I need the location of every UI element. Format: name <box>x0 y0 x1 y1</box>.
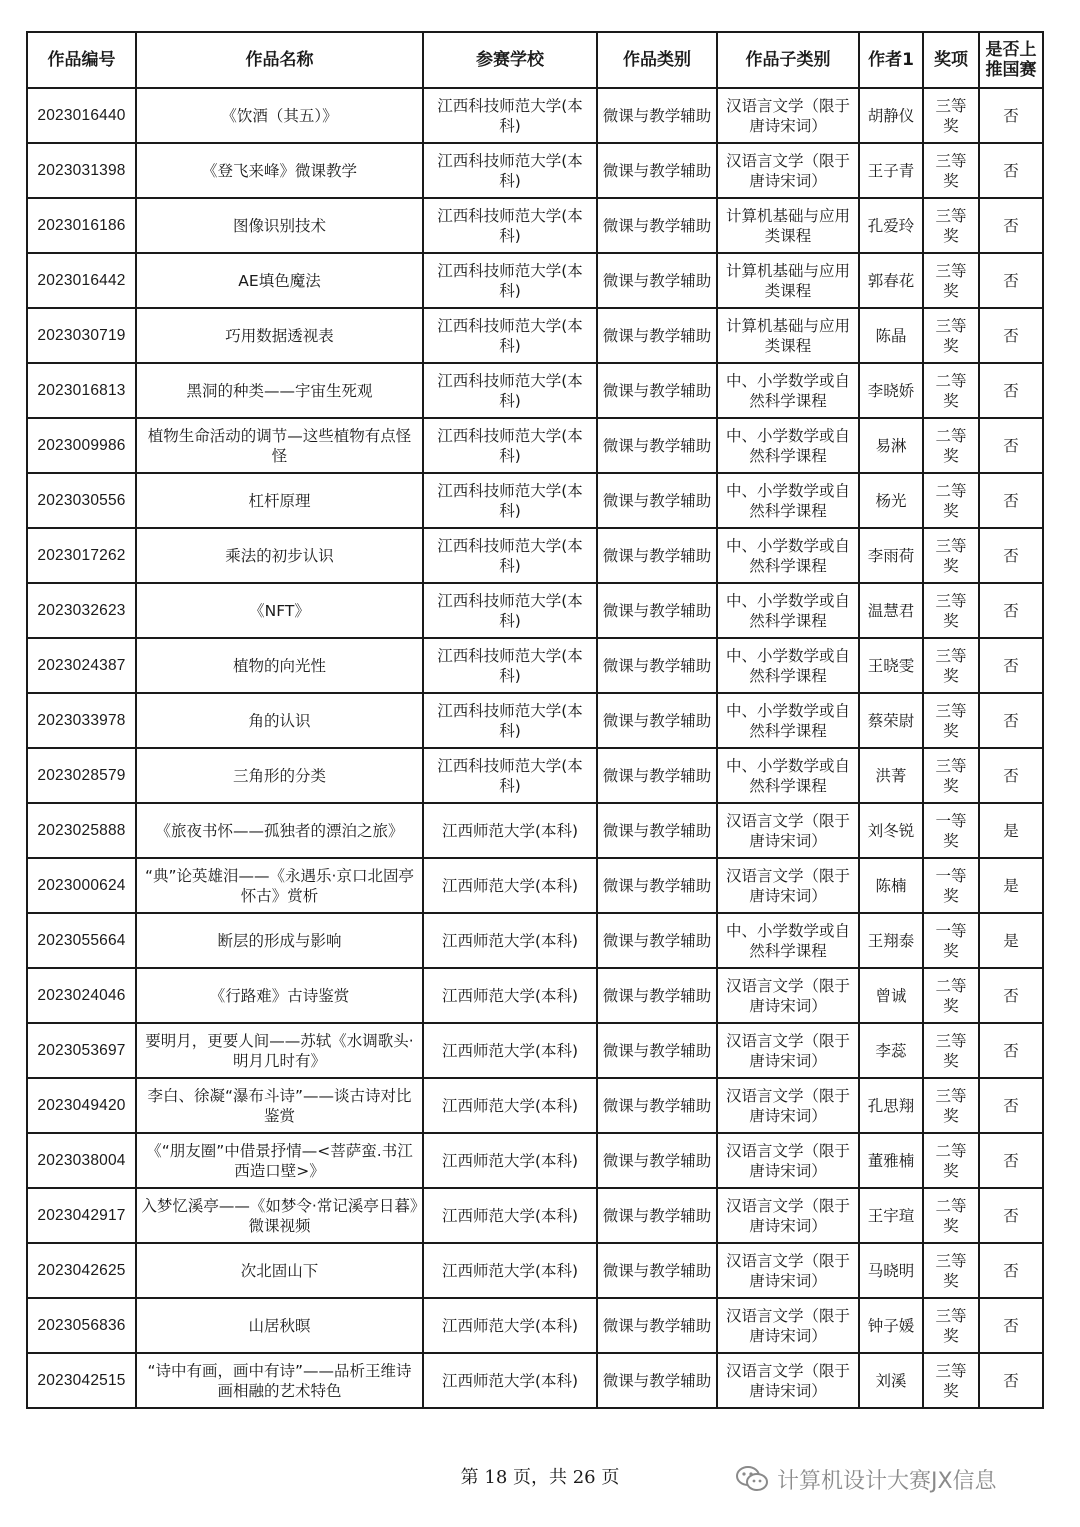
cell-national-promotion: 否 <box>979 1078 1043 1133</box>
cell-work-name: 李白、徐凝“瀑布斗诗”——谈古诗对比鉴赏 <box>136 1078 423 1133</box>
cell-work-name: 黑洞的种类——宇宙生死观 <box>136 363 423 418</box>
cell-author: 王翔泰 <box>859 913 923 968</box>
cell-subcategory: 汉语言文学（限于唐诗宋词） <box>717 1023 859 1078</box>
cell-work-name: 《NFT》 <box>136 583 423 638</box>
header-award: 奖项 <box>923 32 979 88</box>
cell-work-id: 2023000624 <box>27 858 136 913</box>
table-row <box>27 748 1043 803</box>
header-author: 作者1 <box>859 32 923 88</box>
cell-school: 江西师范大学(本科) <box>423 968 597 1023</box>
cell-subcategory: 汉语言文学（限于唐诗宋词） <box>717 1133 859 1188</box>
cell-category: 微课与教学辅助 <box>597 253 717 308</box>
cell-category: 微课与教学辅助 <box>597 1023 717 1078</box>
cell-award: 二等奖 <box>923 968 979 1023</box>
cell-award: 三等奖 <box>923 253 979 308</box>
cell-work-name: 山居秋暝 <box>136 1298 423 1353</box>
cell-work-name: 入梦忆溪亭——《如梦令·常记溪亭日暮》微课视频 <box>136 1188 423 1243</box>
cell-national-promotion: 否 <box>979 253 1043 308</box>
table-row <box>27 88 1043 143</box>
cell-category: 微课与教学辅助 <box>597 913 717 968</box>
table-row <box>27 1078 1043 1133</box>
table-row <box>27 693 1043 748</box>
cell-subcategory: 计算机基础与应用类课程 <box>717 308 859 363</box>
cell-subcategory: 中、小学数学或自然科学课程 <box>717 473 859 528</box>
cell-category: 微课与教学辅助 <box>597 693 717 748</box>
cell-school: 江西科技师范大学(本科) <box>423 253 597 308</box>
cell-school: 江西师范大学(本科) <box>423 1023 597 1078</box>
cell-award: 三等奖 <box>923 1023 979 1078</box>
cell-author: 陈楠 <box>859 858 923 913</box>
cell-work-id: 2023016442 <box>27 253 136 308</box>
cell-subcategory: 中、小学数学或自然科学课程 <box>717 363 859 418</box>
cell-author: 易淋 <box>859 418 923 473</box>
wechat-icon <box>735 1464 769 1494</box>
cell-national-promotion: 否 <box>979 528 1043 583</box>
cell-national-promotion: 否 <box>979 308 1043 363</box>
cell-school: 江西师范大学(本科) <box>423 858 597 913</box>
header-work-name: 作品名称 <box>136 32 423 88</box>
cell-work-name: 《登飞来峰》微课教学 <box>136 143 423 198</box>
table-body <box>27 88 1043 1408</box>
table-row <box>27 638 1043 693</box>
cell-work-id: 2023042515 <box>27 1353 136 1408</box>
cell-school: 江西科技师范大学(本科) <box>423 363 597 418</box>
cell-author: 温慧君 <box>859 583 923 638</box>
cell-work-name: 《行路难》古诗鉴赏 <box>136 968 423 1023</box>
cell-national-promotion: 否 <box>979 1023 1043 1078</box>
cell-school: 江西师范大学(本科) <box>423 1298 597 1353</box>
cell-author: 钟子媛 <box>859 1298 923 1353</box>
cell-school: 江西师范大学(本科) <box>423 1078 597 1133</box>
cell-subcategory: 中、小学数学或自然科学课程 <box>717 583 859 638</box>
header-work-id: 作品编号 <box>27 32 136 88</box>
cell-national-promotion: 是 <box>979 803 1043 858</box>
cell-category: 微课与教学辅助 <box>597 198 717 253</box>
cell-author: 王宇瑄 <box>859 1188 923 1243</box>
cell-work-id: 2023016440 <box>27 88 136 143</box>
cell-work-id: 2023028579 <box>27 748 136 803</box>
cell-author: 陈晶 <box>859 308 923 363</box>
cell-category: 微课与教学辅助 <box>597 528 717 583</box>
cell-author: 洪菁 <box>859 748 923 803</box>
table-row <box>27 1353 1043 1408</box>
header-subcategory: 作品子类别 <box>717 32 859 88</box>
table-row <box>27 1243 1043 1298</box>
header-school: 参赛学校 <box>423 32 597 88</box>
cell-school: 江西科技师范大学(本科) <box>423 143 597 198</box>
cell-national-promotion: 否 <box>979 693 1043 748</box>
cell-national-promotion: 否 <box>979 143 1043 198</box>
cell-school: 江西师范大学(本科) <box>423 1188 597 1243</box>
page-number: 第 18 页，共 26 页 <box>460 1467 620 1488</box>
cell-work-id: 2023016186 <box>27 198 136 253</box>
cell-work-id: 2023031398 <box>27 143 136 198</box>
cell-subcategory: 汉语言文学（限于唐诗宋词） <box>717 858 859 913</box>
cell-author: 胡静仪 <box>859 88 923 143</box>
cell-work-name: 要明月，更要人间——苏轼《水调歌头·明月几时有》 <box>136 1023 423 1078</box>
cell-work-id: 2023049420 <box>27 1078 136 1133</box>
cell-subcategory: 汉语言文学（限于唐诗宋词） <box>717 1078 859 1133</box>
cell-author: 王子青 <box>859 143 923 198</box>
cell-author: 李雨荷 <box>859 528 923 583</box>
cell-category: 微课与教学辅助 <box>597 748 717 803</box>
table-row <box>27 1133 1043 1188</box>
cell-award: 三等奖 <box>923 1243 979 1298</box>
cell-subcategory: 计算机基础与应用类课程 <box>717 253 859 308</box>
cell-category: 微课与教学辅助 <box>597 968 717 1023</box>
cell-author: 董雅楠 <box>859 1133 923 1188</box>
cell-award: 三等奖 <box>923 638 979 693</box>
cell-category: 微课与教学辅助 <box>597 1078 717 1133</box>
cell-school: 江西师范大学(本科) <box>423 1353 597 1408</box>
cell-work-name: “诗中有画，画中有诗”——品析王维诗画相融的艺术特色 <box>136 1353 423 1408</box>
cell-work-id: 2023055664 <box>27 913 136 968</box>
cell-school: 江西科技师范大学(本科) <box>423 308 597 363</box>
cell-national-promotion: 否 <box>979 583 1043 638</box>
cell-category: 微课与教学辅助 <box>597 858 717 913</box>
cell-author: 曾诚 <box>859 968 923 1023</box>
cell-national-promotion: 否 <box>979 638 1043 693</box>
cell-work-id: 2023030556 <box>27 473 136 528</box>
cell-school: 江西师范大学(本科) <box>423 803 597 858</box>
cell-category: 微课与教学辅助 <box>597 143 717 198</box>
cell-subcategory: 计算机基础与应用类课程 <box>717 198 859 253</box>
table-row <box>27 363 1043 418</box>
header-category: 作品类别 <box>597 32 717 88</box>
cell-national-promotion: 否 <box>979 88 1043 143</box>
cell-school: 江西师范大学(本科) <box>423 1133 597 1188</box>
cell-work-id: 2023025888 <box>27 803 136 858</box>
cell-school: 江西科技师范大学(本科) <box>423 473 597 528</box>
cell-national-promotion: 否 <box>979 748 1043 803</box>
cell-award: 二等奖 <box>923 363 979 418</box>
table-row <box>27 418 1043 473</box>
cell-work-id: 2023024046 <box>27 968 136 1023</box>
table-row <box>27 1188 1043 1243</box>
cell-national-promotion: 否 <box>979 1133 1043 1188</box>
cell-category: 微课与教学辅助 <box>597 638 717 693</box>
cell-subcategory: 中、小学数学或自然科学课程 <box>717 528 859 583</box>
cell-school: 江西科技师范大学(本科) <box>423 693 597 748</box>
cell-award: 三等奖 <box>923 1298 979 1353</box>
cell-award: 三等奖 <box>923 88 979 143</box>
cell-award: 一等奖 <box>923 803 979 858</box>
cell-award: 一等奖 <box>923 913 979 968</box>
cell-school: 江西科技师范大学(本科) <box>423 748 597 803</box>
cell-award: 三等奖 <box>923 583 979 638</box>
table-row <box>27 198 1043 253</box>
cell-school: 江西科技师范大学(本科) <box>423 418 597 473</box>
cell-author: 刘冬锐 <box>859 803 923 858</box>
table-row <box>27 1023 1043 1078</box>
cell-national-promotion: 否 <box>979 1298 1043 1353</box>
cell-award: 二等奖 <box>923 1133 979 1188</box>
cell-school: 江西科技师范大学(本科) <box>423 583 597 638</box>
cell-award: 三等奖 <box>923 528 979 583</box>
cell-school: 江西科技师范大学(本科) <box>423 88 597 143</box>
cell-work-id: 2023033978 <box>27 693 136 748</box>
cell-work-name: 图像识别技术 <box>136 198 423 253</box>
table-row <box>27 473 1043 528</box>
cell-work-name: 乘法的初步认识 <box>136 528 423 583</box>
cell-award: 三等奖 <box>923 198 979 253</box>
cell-national-promotion: 否 <box>979 363 1043 418</box>
table-header-row <box>27 32 1043 88</box>
cell-work-name: 《“朋友圈”中借景抒情—<菩萨蛮.书江西造口壁>》 <box>136 1133 423 1188</box>
cell-work-id: 2023009986 <box>27 418 136 473</box>
cell-author: 马晓明 <box>859 1243 923 1298</box>
cell-subcategory: 汉语言文学（限于唐诗宋词） <box>717 143 859 198</box>
cell-work-name: 次北固山下 <box>136 1243 423 1298</box>
cell-subcategory: 汉语言文学（限于唐诗宋词） <box>717 968 859 1023</box>
cell-category: 微课与教学辅助 <box>597 308 717 363</box>
cell-work-id: 2023042625 <box>27 1243 136 1298</box>
cell-author: 王晓雯 <box>859 638 923 693</box>
cell-national-promotion: 否 <box>979 1353 1043 1408</box>
cell-category: 微课与教学辅助 <box>597 363 717 418</box>
table-row <box>27 308 1043 363</box>
cell-subcategory: 汉语言文学（限于唐诗宋词） <box>717 803 859 858</box>
cell-subcategory: 汉语言文学（限于唐诗宋词） <box>717 1353 859 1408</box>
cell-award: 三等奖 <box>923 1078 979 1133</box>
cell-school: 江西师范大学(本科) <box>423 913 597 968</box>
cell-author: 杨光 <box>859 473 923 528</box>
cell-school: 江西科技师范大学(本科) <box>423 198 597 253</box>
cell-category: 微课与教学辅助 <box>597 1243 717 1298</box>
table-row <box>27 253 1043 308</box>
watermark-text: 计算机设计大赛JX信息 <box>777 1468 997 1494</box>
table-row <box>27 968 1043 1023</box>
cell-subcategory: 汉语言文学（限于唐诗宋词） <box>717 1298 859 1353</box>
cell-award: 一等奖 <box>923 858 979 913</box>
cell-award: 二等奖 <box>923 1188 979 1243</box>
cell-subcategory: 中、小学数学或自然科学课程 <box>717 913 859 968</box>
results-table <box>26 31 1044 1409</box>
cell-work-name: 植物的向光性 <box>136 638 423 693</box>
cell-national-promotion: 否 <box>979 198 1043 253</box>
cell-author: 孔思翔 <box>859 1078 923 1133</box>
cell-author: 郭春花 <box>859 253 923 308</box>
cell-category: 微课与教学辅助 <box>597 1353 717 1408</box>
cell-category: 微课与教学辅助 <box>597 803 717 858</box>
cell-national-promotion: 否 <box>979 1243 1043 1298</box>
cell-subcategory: 汉语言文学（限于唐诗宋词） <box>717 1243 859 1298</box>
table-row <box>27 858 1043 913</box>
table-row <box>27 528 1043 583</box>
cell-author: 李晓娇 <box>859 363 923 418</box>
cell-work-id: 2023017262 <box>27 528 136 583</box>
cell-work-name: 植物生命活动的调节—这些植物有点怪怪 <box>136 418 423 473</box>
cell-work-id: 2023024387 <box>27 638 136 693</box>
cell-work-id: 2023030719 <box>27 308 136 363</box>
cell-category: 微课与教学辅助 <box>597 88 717 143</box>
cell-subcategory: 汉语言文学（限于唐诗宋词） <box>717 1188 859 1243</box>
cell-school: 江西科技师范大学(本科) <box>423 638 597 693</box>
cell-work-name: 杠杆原理 <box>136 473 423 528</box>
table-row <box>27 143 1043 198</box>
cell-subcategory: 中、小学数学或自然科学课程 <box>717 693 859 748</box>
cell-category: 微课与教学辅助 <box>597 418 717 473</box>
cell-work-id: 2023056836 <box>27 1298 136 1353</box>
cell-subcategory: 中、小学数学或自然科学课程 <box>717 748 859 803</box>
cell-work-id: 2023053697 <box>27 1023 136 1078</box>
cell-school: 江西科技师范大学(本科) <box>423 528 597 583</box>
cell-work-name: 断层的形成与影响 <box>136 913 423 968</box>
cell-category: 微课与教学辅助 <box>597 1298 717 1353</box>
cell-award: 三等奖 <box>923 693 979 748</box>
cell-national-promotion: 是 <box>979 913 1043 968</box>
cell-award: 三等奖 <box>923 143 979 198</box>
cell-award: 三等奖 <box>923 308 979 363</box>
cell-award: 二等奖 <box>923 418 979 473</box>
cell-work-id: 2023032623 <box>27 583 136 638</box>
cell-work-name: “典”论英雄泪——《永遇乐·京口北固亭怀古》赏析 <box>136 858 423 913</box>
cell-work-id: 2023016813 <box>27 363 136 418</box>
cell-national-promotion: 否 <box>979 418 1043 473</box>
cell-award: 三等奖 <box>923 748 979 803</box>
cell-award: 二等奖 <box>923 473 979 528</box>
cell-work-name: AE填色魔法 <box>136 253 423 308</box>
cell-award: 三等奖 <box>923 1353 979 1408</box>
cell-work-name: 三角形的分类 <box>136 748 423 803</box>
cell-category: 微课与教学辅助 <box>597 473 717 528</box>
cell-work-id: 2023038004 <box>27 1133 136 1188</box>
table-row <box>27 1298 1043 1353</box>
cell-subcategory: 汉语言文学（限于唐诗宋词） <box>717 88 859 143</box>
cell-national-promotion: 否 <box>979 473 1043 528</box>
cell-work-id: 2023042917 <box>27 1188 136 1243</box>
cell-author: 孔爱玲 <box>859 198 923 253</box>
cell-category: 微课与教学辅助 <box>597 1188 717 1243</box>
header-national-promotion: 是否上推国赛 <box>979 32 1043 88</box>
cell-work-name: 《旅夜书怀——孤独者的漂泊之旅》 <box>136 803 423 858</box>
cell-national-promotion: 是 <box>979 858 1043 913</box>
cell-subcategory: 中、小学数学或自然科学课程 <box>717 418 859 473</box>
watermark <box>735 1463 997 1495</box>
table-row <box>27 583 1043 638</box>
cell-national-promotion: 否 <box>979 968 1043 1023</box>
cell-school: 江西师范大学(本科) <box>423 1243 597 1298</box>
cell-work-name: 《饮酒（其五）》 <box>136 88 423 143</box>
cell-national-promotion: 否 <box>979 1188 1043 1243</box>
cell-author: 李蕊 <box>859 1023 923 1078</box>
cell-category: 微课与教学辅助 <box>597 583 717 638</box>
cell-category: 微课与教学辅助 <box>597 1133 717 1188</box>
cell-author: 蔡荣尉 <box>859 693 923 748</box>
table-row <box>27 803 1043 858</box>
cell-subcategory: 中、小学数学或自然科学课程 <box>717 638 859 693</box>
cell-work-name: 角的认识 <box>136 693 423 748</box>
cell-work-name: 巧用数据透视表 <box>136 308 423 363</box>
table-row <box>27 913 1043 968</box>
cell-author: 刘溪 <box>859 1353 923 1408</box>
